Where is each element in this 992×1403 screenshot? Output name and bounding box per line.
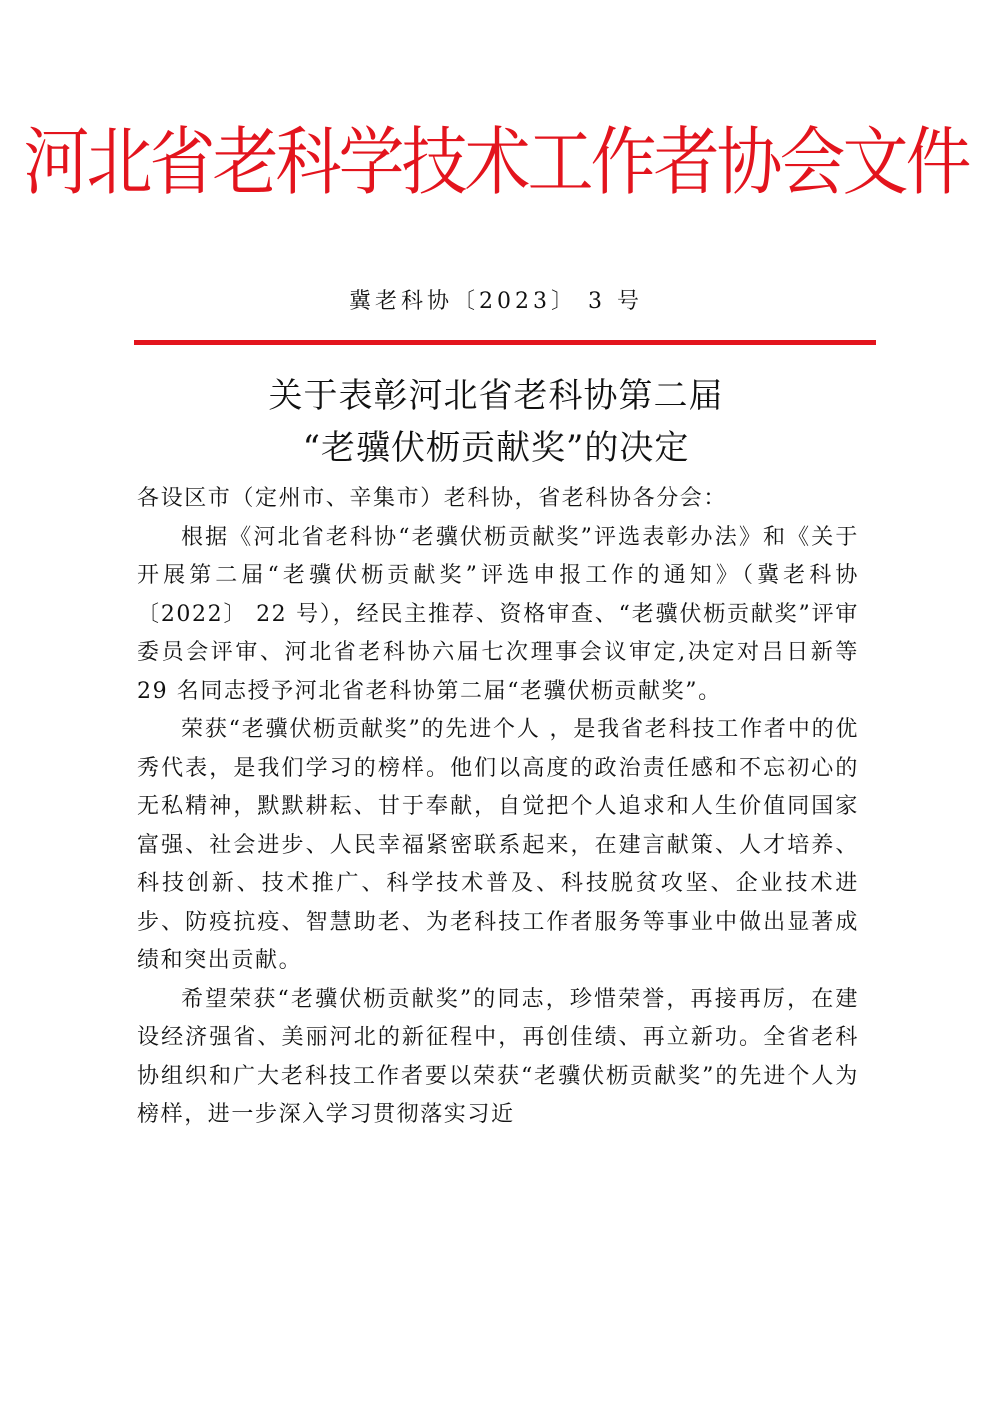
document-body — [137, 480, 859, 1135]
body-paragraph: 根据《河北省老科协“老骥伏枥贡献奖”评选表彰办法》和《关于开展第二届“老骥伏枥贡献奖”评选申报工作的通知》（冀老科协〔2022〕 22 号），经民主推荐、资格审查、“老骥伏枥贡献奖”评审委员会评审、河北省老科协六届七次理事会议审定,决定对吕日新等 29 名同志授予河北省老科协第二届“老骥伏枥贡献奖”。 — [137, 524, 859, 704]
body-paragraph: 希望荣获“老骥伏枥贡献奖”的同志，珍惜荣誉，再接再厉，在建设经济强省、美丽河北的新征程中，再创佳绩、再立新功。全省老科协组织和广大老科技工作者要以荣获“老骥伏枥贡献奖”的先进个人为榜样，进一步深入学习贯彻落实习近 — [137, 986, 859, 1127]
document-number: 冀老科协〔2023〕 3 号 — [349, 289, 643, 314]
document-title-line-2: “老骥伏枥贡献奖”的决定 — [302, 428, 690, 468]
salutation: 各设区市（定州市、辛集市）老科协，省老科协各分会： — [137, 486, 728, 511]
red-divider-line — [134, 340, 876, 345]
document-title-line-1: 关于表彰河北省老科协第二届 — [268, 376, 724, 416]
body-paragraph: 荣获“老骥伏枥贡献奖”的先进个人 ，是我省老科技工作者中的优秀代表，是我们学习的榜样。他们以高度的政治责任感和不忘初心的无私精神，默默耕耘、甘于奉献，自觉把个人追求和人生价值同国家富强、社会进步、人民幸福紧密联系起来，在建言献策、人才培养、科技创新、技术推广、科学技术普及、科技脱贫攻坚、企业技术进步、防疫抗疫、智慧助老、为老科技工作者服务等事业中做出显著成绩和突出贡献。 — [137, 717, 859, 973]
masthead-title: 河北省老科学技术工作者协会文件 — [23, 119, 969, 206]
